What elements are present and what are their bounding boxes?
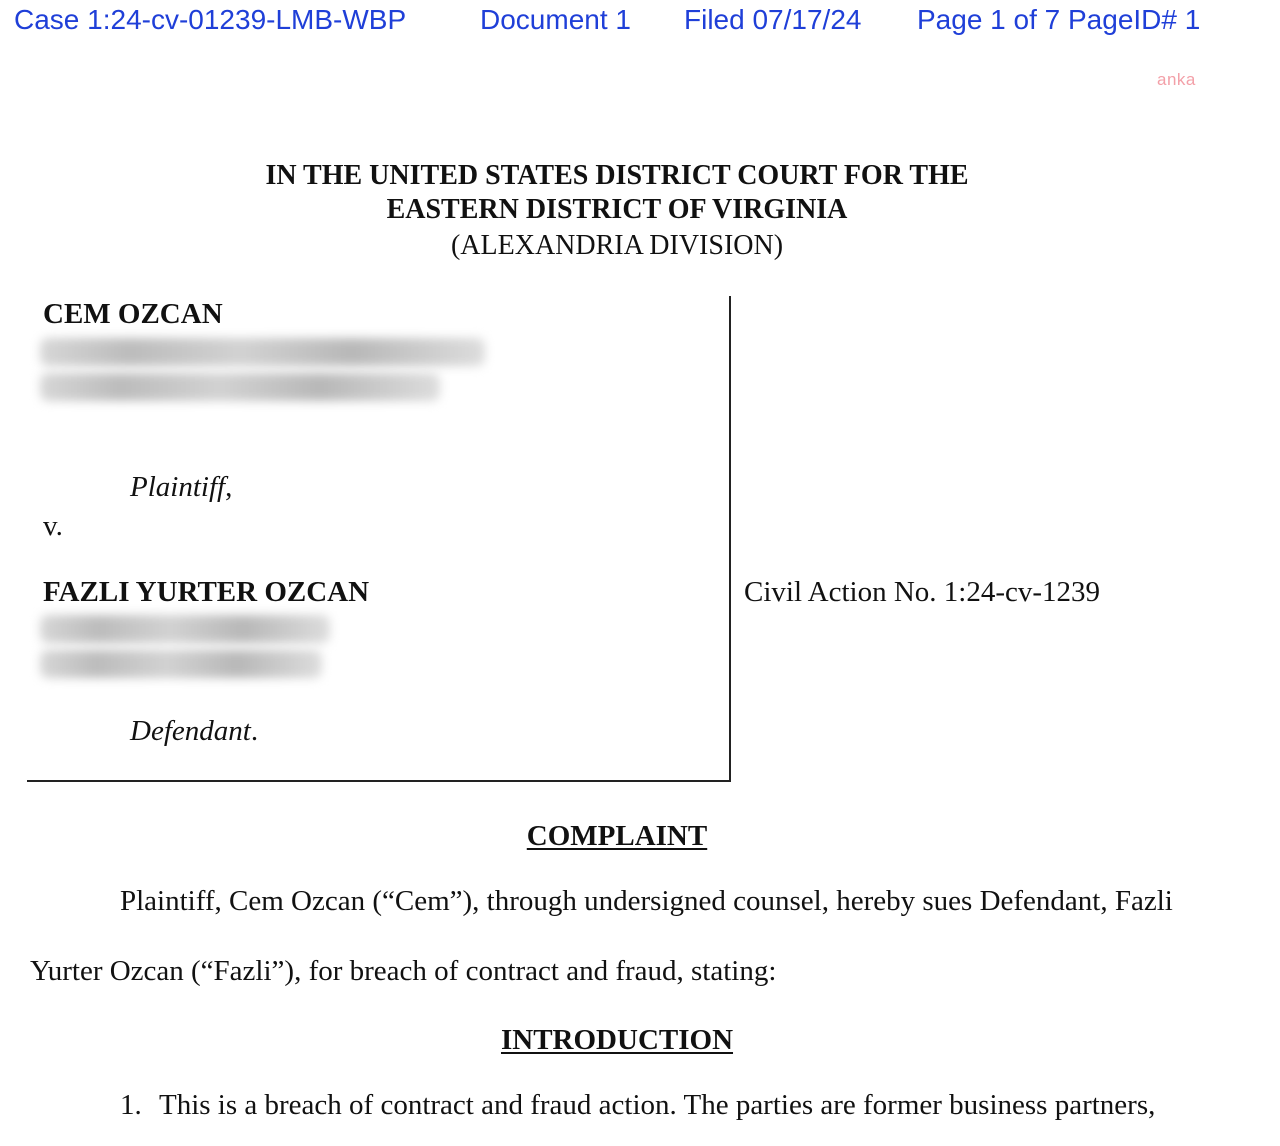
page-info: Page 1 of 7 PageID# 1 [917,4,1201,35]
court-title-line-1: IN THE UNITED STATES DISTRICT COURT FOR THE [265,160,969,191]
introduction-item-number: 1. [120,1089,142,1121]
case-number: Case 1:24-cv-01239-LMB-WBP [14,4,407,35]
court-division: (ALEXANDRIA DIVISION) [450,230,784,261]
defendant-role: Defendant. [130,715,259,747]
document-number: Document 1 [480,4,631,35]
filed-date: Filed 07/17/24 [684,4,862,35]
redacted-defendant-address-line-1 [40,615,330,643]
complaint-paragraph-line-2: Yurter Ozcan (“Fazli”), for breach of contract and fraud, stating: [30,955,777,987]
complaint-heading: COMPLAINT [526,820,708,852]
redacted-plaintiff-address-line-2 [40,373,440,401]
versus-label: v. [43,510,63,542]
plaintiff-name: CEM OZCAN [43,298,223,330]
plaintiff-role: Plaintiff, [130,471,233,503]
introduction-item-text: This is a breach of contract and fraud action. The parties are former business partners, [159,1089,1156,1121]
case-caption-box [27,296,731,782]
court-title-line-2: EASTERN DISTRICT OF VIRGINIA [386,194,848,225]
redacted-plaintiff-address-line-1 [40,338,485,366]
civil-action-number: Civil Action No. 1:24-cv-1239 [744,576,1101,608]
complaint-paragraph-line-1: Plaintiff, Cem Ozcan (“Cem”), through undersigned counsel, hereby sues Defendant, Fazli [120,885,1173,917]
watermark-logo: anka [1157,70,1196,89]
defendant-name: FAZLI YURTER OZCAN [43,576,370,608]
introduction-heading: INTRODUCTION [500,1024,734,1056]
redacted-defendant-address-line-2 [40,650,322,678]
